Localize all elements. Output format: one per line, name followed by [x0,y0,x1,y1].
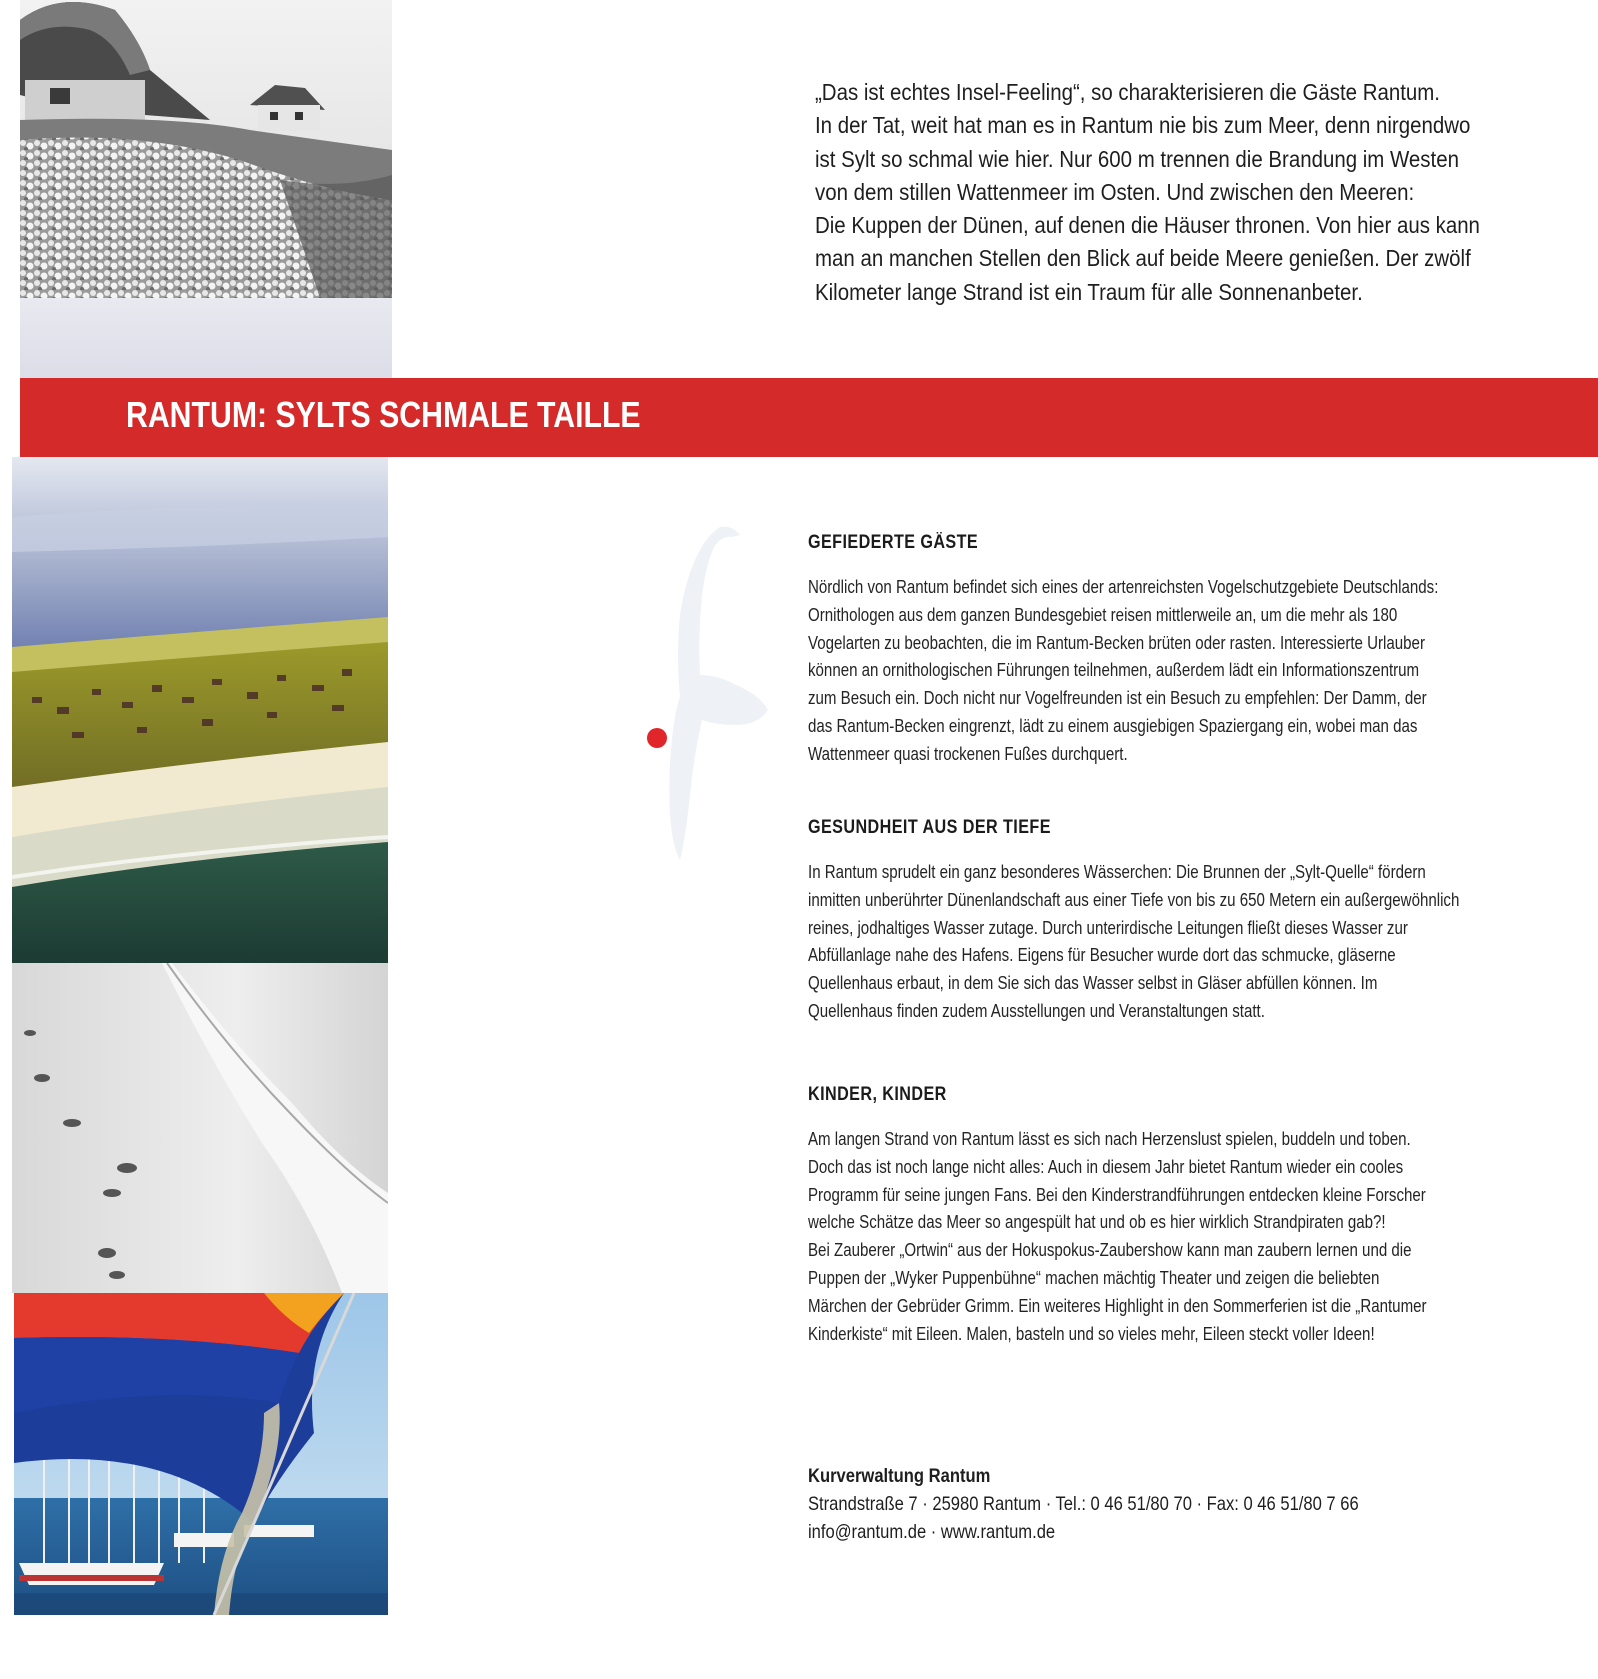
section-line: Abfüllanlage nahe des Hafens. Eigens für Besucher wurde dort das schmucke, gläserne [808,944,1396,966]
section-gefiederte-gaeste [808,532,1578,768]
intro-line: ist Sylt so schmal wie hier. Nur 600 m trennen die Brandung im Westen [815,145,1459,172]
intro-line: Die Kuppen der Dünen, auf denen die Häuser thronen. Von hier aus kann [815,212,1480,239]
section-line: inmitten unberührter Dünenlandschaft aus einer Tiefe von bis zu 650 Metern ein außergewöhnlich [808,888,1460,910]
section-line: welche Schätze das Meer so angespült hat und ob es hier wirklich Strandpiraten gab?! [808,1211,1386,1233]
section-line: In Rantum sprudelt ein ganz besonderes Wässerchen: Die Brunnen der „Sylt-Quelle“ fördern [808,861,1426,882]
section-kinder-kinder [808,1084,1578,1347]
section-line: das Rantum-Becken eingrenzt, lädt zu einem ausgiebigen Spaziergang ein, wobei man das [808,714,1418,736]
contact-name: Kurverwaltung Rantum [808,1465,991,1487]
page-title: RANTUM: SYLTS SCHMALE TAILLE [126,394,641,435]
photo-footprints-sand [12,963,388,1293]
intro-line: von dem stillen Wattenmeer im Osten. Und zwischen den Meeren: [815,178,1415,205]
section-line: können an ornithologischen Führungen teilnehmen, außerdem lädt ein Informationszentrum [808,659,1420,681]
photo-aerial-beach [12,457,388,963]
section-line: Ornithologen aus dem ganzen Bundesgebiet reisen mittlerweile an, um die mehr als 180 [808,603,1398,625]
section-line: Bei Zauberer „Ortwin“ aus der Hokuspokus-Zaubershow kann man zaubern lernen und die [808,1239,1412,1261]
section-line: Quellenhaus finden zudem Ausstellungen und Veranstaltungen statt. [808,999,1265,1021]
contact-address: Strandstraße 7 · 25980 Rantum · Tel.: 0 46 51/80 70 · Fax: 0 46 51/80 7 66 [808,1493,1359,1515]
intro-line: Kilometer lange Strand ist ein Traum für alle Sonnenanbeter. [815,278,1363,305]
section-gesundheit-aus-der-tiefe [808,817,1578,1025]
section-heading: KINDER, KINDER [808,1084,947,1105]
section-line: Puppen der „Wyker Puppenbühne“ machen mächtig Theater und zeigen die beliebten [808,1266,1380,1288]
section-line: Märchen der Gebrüder Grimm. Ein weiteres Highlight in den Sommerferien ist die „Rantumer [808,1294,1427,1316]
section-line: Programm für seine jungen Fans. Bei den Kinderstrandführungen entdecken kleine Forscher [808,1183,1426,1205]
section-heading: GESUNDHEIT AUS DER TIEFE [808,817,1051,838]
intro-paragraph [815,76,1555,309]
intro-line: „Das ist echtes Insel-Feeling“, so charakterisieren die Gäste Rantum. [815,79,1440,105]
section-heading: GEFIEDERTE GÄSTE [808,532,979,553]
section-line: Nördlich von Rantum befindet sich eines der artenreichsten Vogelschutzgebiete Deutschlands: [808,576,1439,597]
section-line: Doch das ist noch lange nicht alles: Auch in diesem Jahr bietet Rantum wieder ein cooles [808,1155,1404,1177]
photo-dune-houses [20,0,392,298]
section-line: zum Besuch ein. Doch nicht nur Vogelfreunden ist ein Besuch zu empfehlen: Der Damm, der [808,687,1427,709]
rantum-marker-icon [647,728,667,748]
intro-line: man an manchen Stellen den Blick auf beide Meere genießen. Der zwölf [815,245,1471,272]
section-line: Am langen Strand von Rantum lässt es sich nach Herzenslust spielen, buddeln und toben. [808,1128,1411,1149]
contact-block [808,1462,1568,1546]
section-line: Wattenmeer quasi trockenen Fußes durchquert. [808,742,1128,764]
title-banner [20,378,1598,457]
intro-line: In der Tat, weit hat man es in Rantum nie bis zum Meer, denn nirgendwo [815,112,1471,139]
sylt-island-map [640,525,780,865]
section-line: reines, jodhaltiges Wasser zutage. Durch unterirdische Leitungen fließt dieses Wasser zur [808,916,1408,938]
photo-haze-strip [20,298,392,378]
section-line: Kinderkiste“ mit Eileen. Malen, basteln und so vieles mehr, Eileen steckt voller Ideen! [808,1322,1375,1344]
photo-flag-harbour [14,1293,388,1615]
contact-web: info@rantum.de · www.rantum.de [808,1521,1056,1543]
section-line: Quellenhaus erbaut, in dem Sie sich das Wasser selbst in Gläser abfüllen können. Im [808,972,1378,994]
section-line: Vogelarten zu beobachten, die im Rantum-Becken brüten oder rasten. Interessierte Urlauber [808,631,1425,653]
